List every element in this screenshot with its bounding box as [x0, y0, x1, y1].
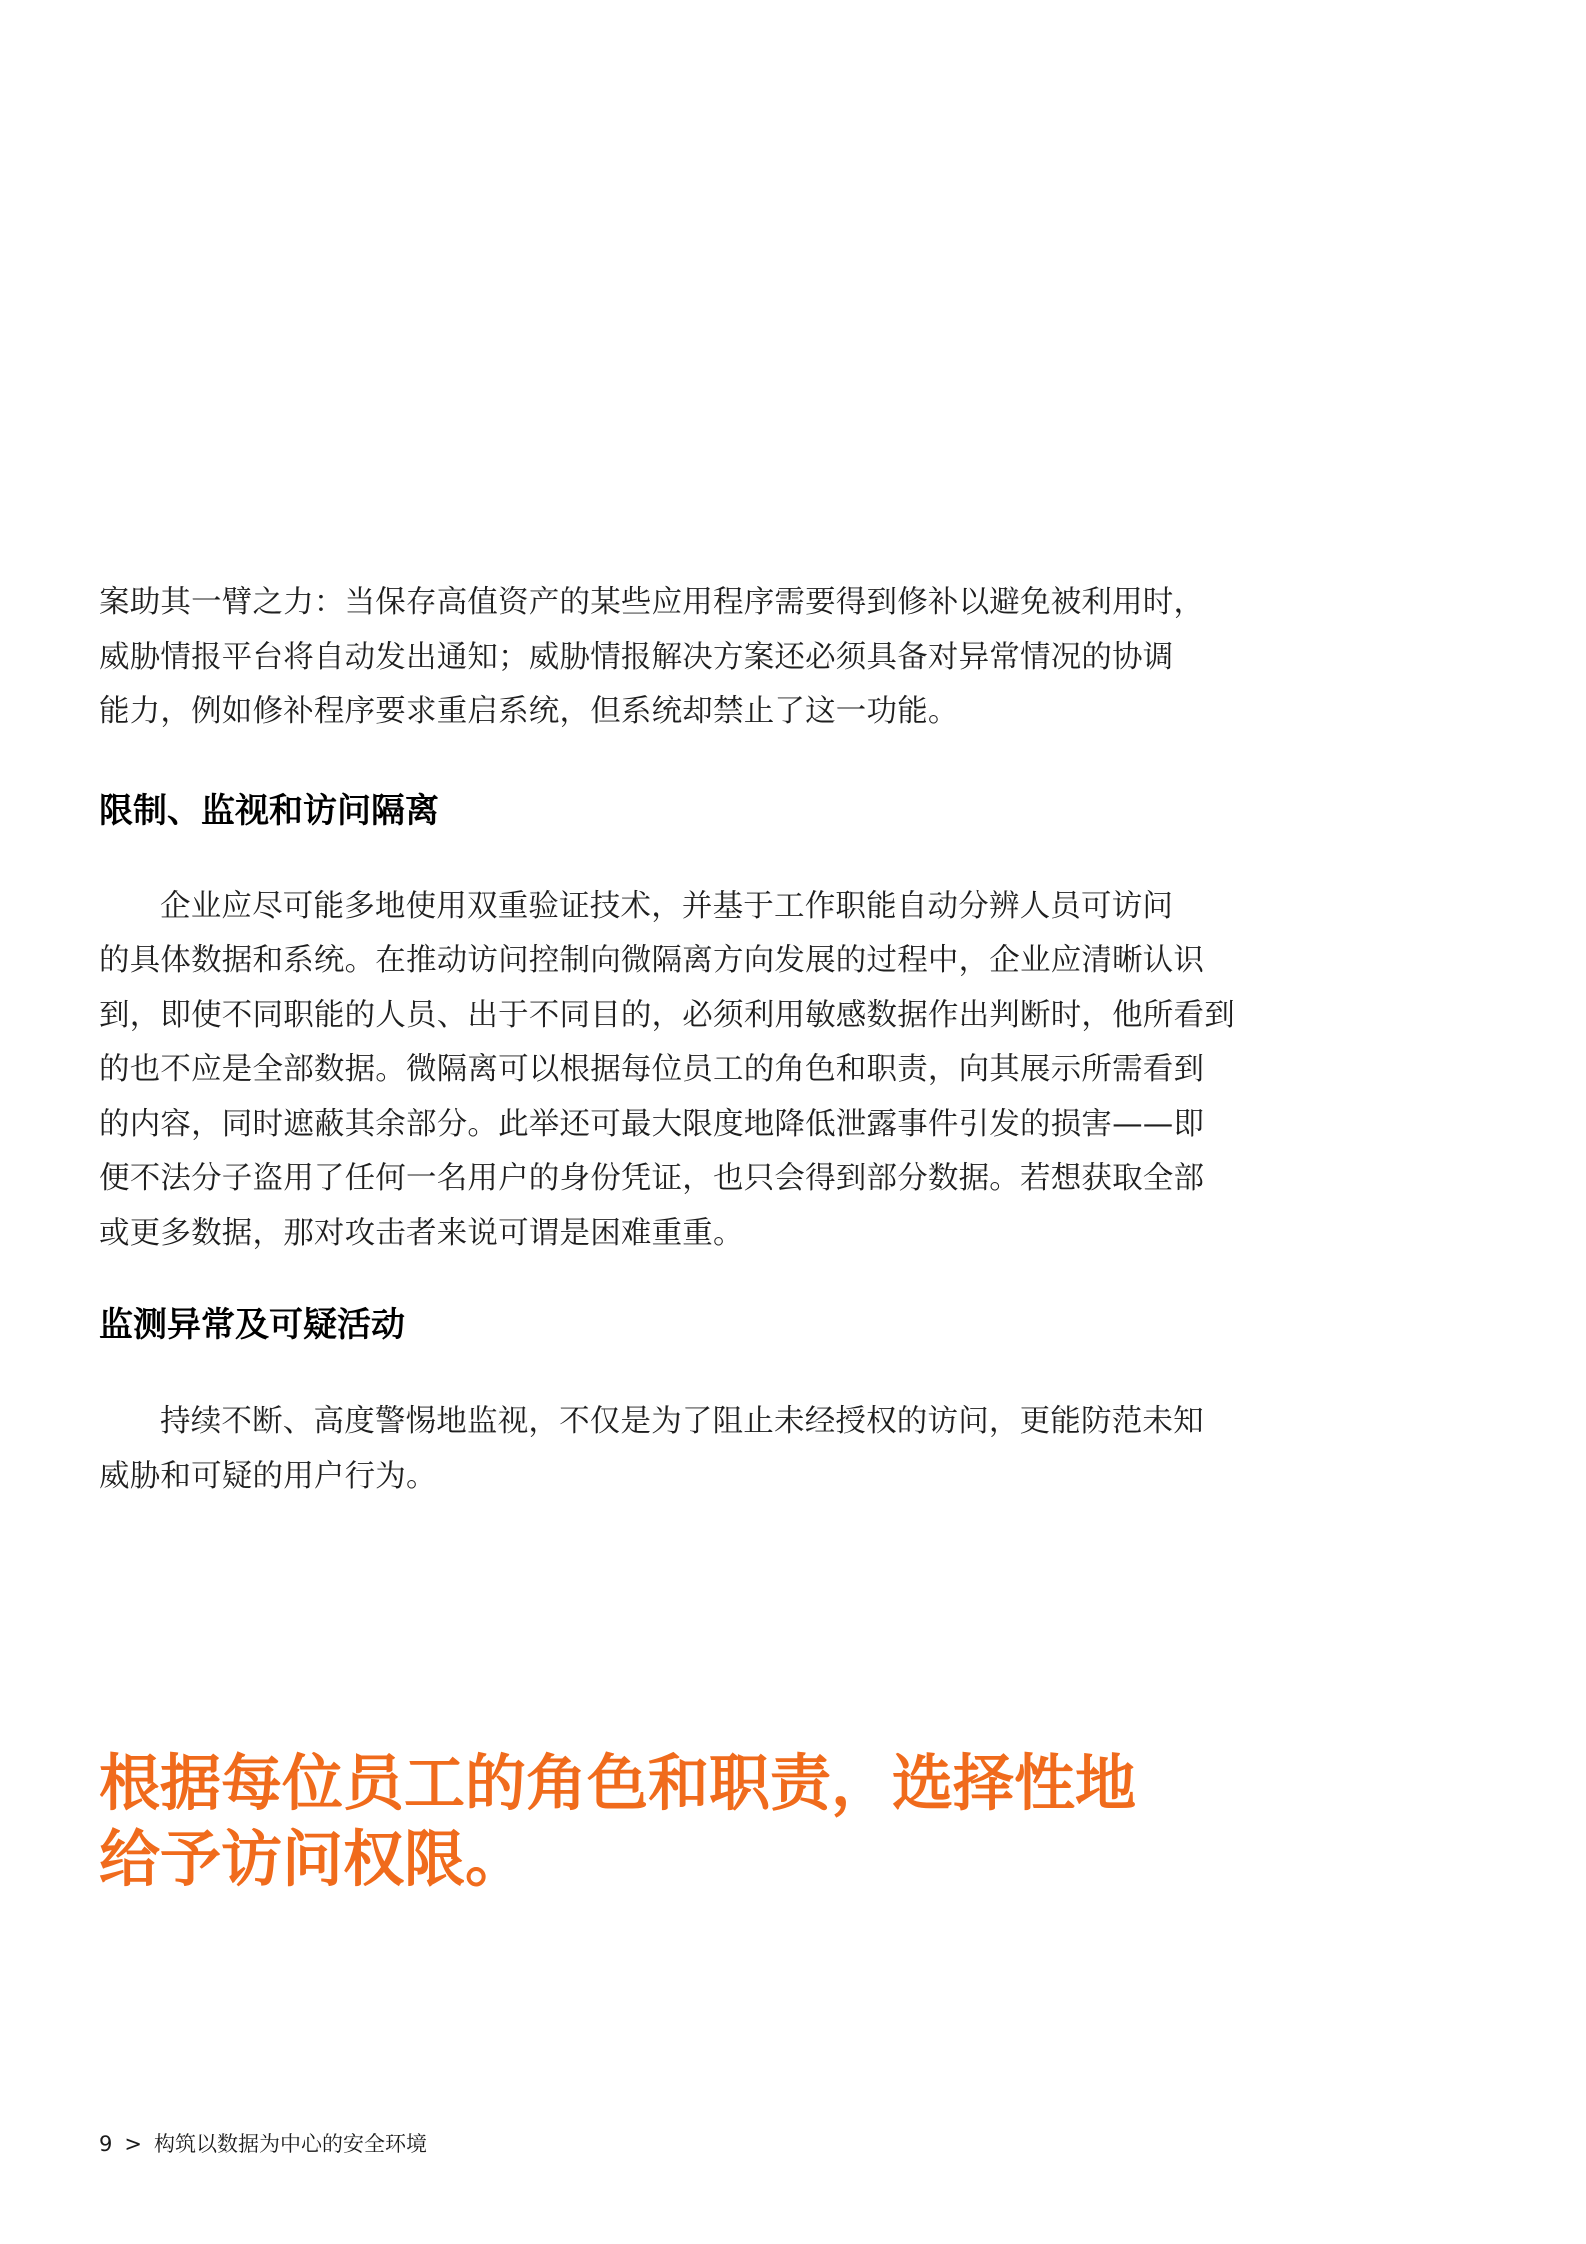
- section-heading-restrict-monitor-isolate: 限制、监视和访问隔离: [99, 790, 439, 831]
- main-content: [99, 576, 1235, 1504]
- intro-paragraph: [99, 576, 1205, 740]
- paragraph-line: 案助其一臂之力：当保存高值资产的某些应用程序需要得到修补以避免被利用时，: [99, 585, 1205, 620]
- section1-paragraph: [99, 880, 1235, 1262]
- paragraph-line: 到，即使不同职能的人员、出于不同目的，必须利用敏感数据作出判断时，他所看到: [99, 997, 1235, 1033]
- page-footer: [99, 2130, 427, 2158]
- paragraph-line: 企业应尽可能多地使用双重验证技术，并基于工作职能自动分辨人员可访问: [160, 888, 1174, 924]
- paragraph-line: 能力，例如修补程序要求重启系统，但系统却禁止了这一功能。: [99, 694, 959, 729]
- paragraph-line: 威胁情报平台将自动发出通知；威胁情报解决方案还必须具备对异常情况的协调: [99, 639, 1174, 675]
- paragraph-line: 的也不应是全部数据。微隔离可以根据每位员工的角色和职责，向其展示所需看到: [99, 1052, 1205, 1087]
- pull-quote-line: 给予访问权限。: [99, 1824, 527, 1895]
- paragraph-line: 威胁和可疑的用户行为。: [99, 1458, 437, 1494]
- paragraph-line: 或更多数据，那对攻击者来说可谓是困难重重。: [99, 1215, 744, 1251]
- section2-paragraph: [99, 1395, 1204, 1504]
- paragraph-line: 便不法分子盗用了任何一名用户的身份凭证，也只会得到部分数据。若想获取全部: [99, 1161, 1205, 1196]
- paragraph-line: 的内容，同时遮蔽其余部分。此举还可最大限度地降低泄露事件引发的损害——即: [99, 1106, 1205, 1142]
- pull-quote: [99, 1746, 1199, 1898]
- section-heading-monitor-anomalies: 监测异常及可疑活动: [99, 1305, 405, 1345]
- breadcrumb-separator: >: [124, 2132, 142, 2156]
- paragraph-line: 的具体数据和系统。在推动访问控制向微隔离方向发展的过程中，企业应清晰认识: [99, 943, 1205, 978]
- document-title: 构筑以数据为中心的安全环境: [153, 2132, 427, 2156]
- paragraph-line: 持续不断、高度警惕地监视，不仅是为了阻止未经授权的访问，更能防范未知: [160, 1404, 1204, 1439]
- pull-quote-line: 根据每位员工的角色和职责，选择性地: [99, 1748, 1137, 1819]
- page-number: 9: [99, 2132, 113, 2156]
